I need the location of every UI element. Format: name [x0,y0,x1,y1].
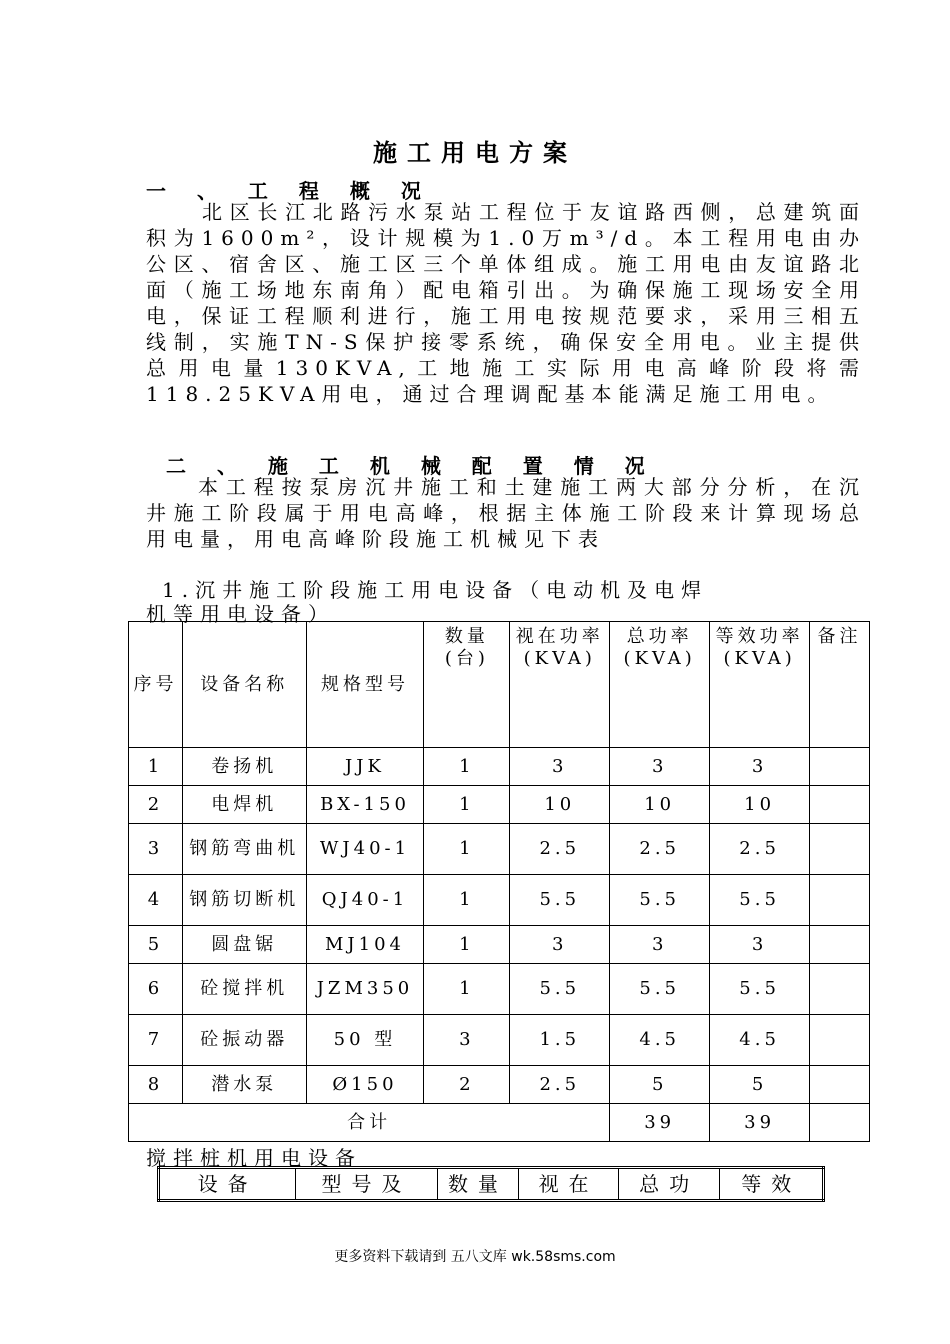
header-name: 设备名称 [182,622,306,748]
cell-qty: 1 [424,875,510,926]
section3-heading: 搅拌桩机用电设备 [146,1146,362,1170]
cell-no: 6 [129,964,183,1015]
cell-model: JZM350 [306,964,424,1015]
table-row [129,786,870,824]
header-qty: 数量 [437,1168,519,1201]
footer-link[interactable]: 更多资料下载请到 五八文库 wk.58sms.com [334,1249,616,1265]
cell-total: 5.5 [610,875,710,926]
cell-model: 50 型 [306,1015,424,1066]
cell-name: 圆盘锯 [182,926,306,964]
cell-name: 砼搅拌机 [182,964,306,1015]
cell-model: BX-150 [306,786,424,824]
cell-total: 5 [610,1066,710,1104]
section2-heading: 二 、 施 工 机 械 配 置 情 况 [166,454,657,478]
cell-note [810,875,870,926]
cell-no: 2 [129,786,183,824]
cell-equiv: 3 [710,748,810,786]
table-row [129,964,870,1015]
cell-equiv: 5 [710,1066,810,1104]
cell-no: 4 [129,875,183,926]
cell-no: 1 [129,748,183,786]
cell-note [810,964,870,1015]
equipment-table [128,621,870,1142]
cell-no: 8 [129,1066,183,1104]
cell-equiv: 3 [710,926,810,964]
table-header-row [129,622,870,748]
header-apparent: 视在 [519,1168,619,1201]
cell-apparent: 2.5 [510,1066,610,1104]
cell-apparent: 1.5 [510,1015,610,1066]
cell-qty: 1 [424,964,510,1015]
section1-heading: 一 、 工 程 概 况 [146,179,433,203]
cell-apparent: 5.5 [510,964,610,1015]
section2-paragraph: 本工程按泵房沉井施工和土建施工两大部分分析，在沉井施工阶段属于用电高峰，根据主体施工阶段来计算现场总用电量，用电高峰阶段施工机械见下表 [146,475,866,551]
cell-apparent: 2.5 [510,824,610,875]
table-row [129,748,870,786]
header-model: 型号及 [296,1168,437,1201]
cell-total: 3 [610,748,710,786]
total-note [810,1104,870,1142]
header-equipment: 设备 [159,1168,296,1201]
table-row [129,1066,870,1104]
cell-apparent: 10 [510,786,610,824]
cell-note [810,1015,870,1066]
cell-equiv: 2.5 [710,824,810,875]
cell-total: 4.5 [610,1015,710,1066]
total-power: 39 [610,1104,710,1142]
cell-note [810,1066,870,1104]
cell-note [810,786,870,824]
cell-no: 7 [129,1015,183,1066]
header-no: 序号 [129,622,183,748]
cell-name: 砼振动器 [182,1015,306,1066]
cell-name: 电焊机 [182,786,306,824]
cell-apparent: 3 [510,748,610,786]
cell-total: 10 [610,786,710,824]
cell-name: 钢筋切断机 [182,875,306,926]
cell-equiv: 4.5 [710,1015,810,1066]
cell-equiv: 5.5 [710,964,810,1015]
header-equiv: 等效 [720,1168,824,1201]
cell-qty: 2 [424,1066,510,1104]
cell-qty: 3 [424,1015,510,1066]
cell-note [810,824,870,875]
mixer-equipment-table [157,1166,825,1202]
cell-model: MJ104 [306,926,424,964]
cell-apparent: 3 [510,926,610,964]
subheading-line-2: 机等用电设备） [146,602,335,626]
header-equiv: 等效功率(KVA) [710,622,810,748]
cell-qty: 1 [424,786,510,824]
cell-name: 卷扬机 [182,748,306,786]
cell-total: 3 [610,926,710,964]
subheading-line-1: 1.沉井施工阶段施工用电设备（电动机及电焊 [162,578,709,602]
total-label: 合计 [129,1104,610,1142]
cell-model: Ø150 [306,1066,424,1104]
header-note: 备注 [810,622,870,748]
table-row [129,1015,870,1066]
header-total: 总功 [618,1168,720,1201]
cell-equiv: 10 [710,786,810,824]
total-equiv: 39 [710,1104,810,1142]
table-row [129,824,870,875]
table2-header-row [159,1168,824,1201]
cell-qty: 1 [424,824,510,875]
header-total: 总功率(KVA) [610,622,710,748]
cell-no: 3 [129,824,183,875]
cell-qty: 1 [424,748,510,786]
cell-model: JJK [306,748,424,786]
header-qty: 数量(台) [424,622,510,748]
table-total-row [129,1104,870,1142]
header-model: 规格型号 [306,622,424,748]
cell-total: 2.5 [610,824,710,875]
cell-note [810,748,870,786]
cell-model: WJ40-1 [306,824,424,875]
table-row [129,926,870,964]
table-row [129,875,870,926]
cell-no: 5 [129,926,183,964]
cell-apparent: 5.5 [510,875,610,926]
page-title: 施工用电方案 [373,138,577,167]
cell-note [810,926,870,964]
section1-paragraph: 北区长江北路污水泵站工程位于友谊路西侧，总建筑面积为1600m²，设计规模为1.0万m³/d。本工程用电由办公区、宿舍区、施工区三个单体组成。施工用电由友谊路北面（施工场地东南角）配电箱引出。为确保施工现场安全用电，保证工程顺利进行，施工用电按规范要求，采用三相五线制，实施TN-S保护接零系统，确保安全用电。业主提供总用电量130KVA,工地施工实际用电高峰阶段将需118.25KVA用电，通过合理调配基本能满足施工用电。 [146,200,866,406]
cell-total: 5.5 [610,964,710,1015]
cell-name: 潜水泵 [182,1066,306,1104]
cell-name: 钢筋弯曲机 [182,824,306,875]
header-apparent: 视在功率(KVA) [510,622,610,748]
cell-equiv: 5.5 [710,875,810,926]
cell-qty: 1 [424,926,510,964]
cell-model: QJ40-1 [306,875,424,926]
